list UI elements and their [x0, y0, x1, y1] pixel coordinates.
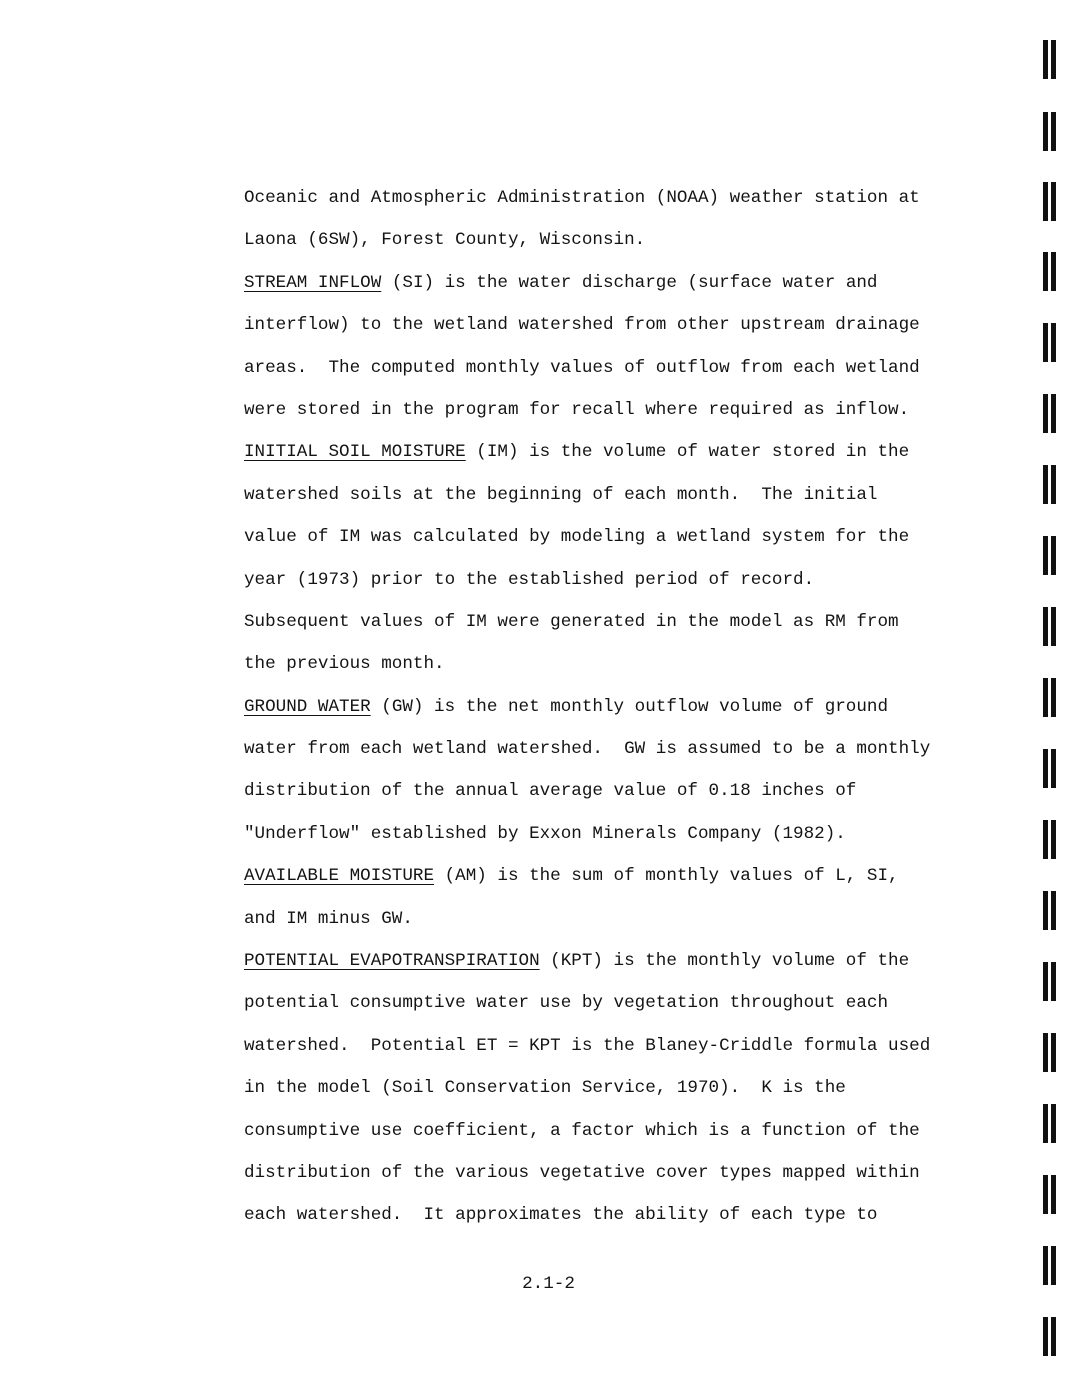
- text-line: [244, 516, 964, 558]
- line-text: water from each wetland watershed. GW is assumed to be a monthly: [244, 739, 931, 760]
- change-bar: [1043, 1104, 1048, 1143]
- text-line: [244, 898, 964, 940]
- change-bar: [1051, 749, 1056, 788]
- line-text: watershed. Potential ET = KPT is the Blaney-Criddle formula used: [244, 1035, 931, 1056]
- change-bar: [1051, 252, 1056, 291]
- change-bar: [1043, 394, 1048, 433]
- line-text: (SI) is the water discharge (surface water and: [381, 272, 878, 293]
- line-text: and IM minus GW.: [244, 908, 413, 929]
- defined-term: INITIAL SOIL MOISTURE: [244, 442, 466, 463]
- change-bar: [1043, 323, 1048, 362]
- change-bar: [1051, 1317, 1056, 1356]
- change-bar: [1043, 112, 1048, 151]
- line-text: (IM) is the volume of water stored in the: [465, 442, 910, 463]
- text-line: [244, 177, 964, 219]
- defined-term: STREAM INFLOW: [244, 272, 382, 293]
- change-bar: [1051, 962, 1056, 1001]
- change-bar: [1043, 1033, 1048, 1072]
- text-line: [244, 940, 964, 982]
- change-bar: [1051, 465, 1056, 504]
- change-bar: [1043, 749, 1048, 788]
- text-line: [244, 770, 964, 812]
- text-line: [244, 1152, 964, 1194]
- change-bar: [1043, 1317, 1048, 1356]
- text-line: [244, 304, 964, 346]
- text-line: [244, 389, 964, 431]
- line-text: potential consumptive water use by vegetation throughout each: [244, 993, 889, 1014]
- text-line: [244, 1067, 964, 1109]
- defined-term: AVAILABLE MOISTURE: [244, 866, 435, 887]
- document-body: [244, 177, 964, 1237]
- text-line: [244, 559, 964, 601]
- text-line: [244, 982, 964, 1024]
- defined-term: GROUND WATER: [244, 696, 371, 717]
- page-number: 2.1-2: [522, 1274, 575, 1294]
- text-line: [244, 1025, 964, 1067]
- line-text: Subsequent values of IM were generated in the model as RM from: [244, 611, 899, 632]
- text-line: [244, 1110, 964, 1152]
- change-bar: [1051, 394, 1056, 433]
- change-bar: [1043, 252, 1048, 291]
- line-text: "Underflow" established by Exxon Minerals Company (1982).: [244, 823, 846, 844]
- line-text: interflow) to the wetland watershed from other upstream drainage: [244, 315, 920, 336]
- line-text: Laona (6SW), Forest County, Wisconsin.: [244, 230, 646, 251]
- change-bar: [1051, 182, 1056, 221]
- line-text: areas. The computed monthly values of outflow from each wetland: [244, 357, 920, 378]
- change-bar: [1051, 112, 1056, 151]
- change-bar: [1043, 536, 1048, 575]
- line-text: year (1973) prior to the established period of record.: [244, 569, 815, 590]
- line-text: were stored in the program for recall where required as inflow.: [244, 399, 910, 420]
- line-text: (KPT) is the monthly volume of the: [539, 951, 910, 972]
- change-bar: [1043, 891, 1048, 930]
- defined-term: POTENTIAL EVAPOTRANSPIRATION: [244, 951, 540, 972]
- change-bar: [1051, 1033, 1056, 1072]
- change-bar: [1043, 182, 1048, 221]
- line-text: Oceanic and Atmospheric Administration (NOAA) weather station at: [244, 188, 920, 208]
- line-text: in the model (Soil Conservation Service, 1970). K is the: [244, 1078, 846, 1099]
- text-line: [244, 601, 964, 643]
- text-line: [244, 219, 964, 261]
- text-line: [244, 431, 964, 473]
- change-bar: [1051, 607, 1056, 646]
- change-bar: [1043, 465, 1048, 504]
- line-text: (GW) is the net monthly outflow volume of ground: [370, 696, 889, 717]
- text-line: [244, 643, 964, 685]
- line-text: watershed soils at the beginning of each month. The initial: [244, 484, 878, 505]
- text-line: [244, 474, 964, 516]
- text-line: [244, 813, 964, 855]
- text-line: [244, 1194, 964, 1236]
- change-bar: [1051, 40, 1056, 79]
- line-text: consumptive use coefficient, a factor which is a function of the: [244, 1120, 920, 1141]
- change-bar: [1043, 607, 1048, 646]
- change-bar: [1051, 678, 1056, 717]
- line-text: value of IM was calculated by modeling a wetland system for the: [244, 527, 910, 548]
- line-text: distribution of the various vegetative cover types mapped within: [244, 1162, 920, 1183]
- text-line: [244, 262, 964, 304]
- line-text: (AM) is the sum of monthly values of L, SI,: [434, 866, 899, 887]
- line-text: each watershed. It approximates the ability of each type to: [244, 1205, 878, 1226]
- change-bar: [1043, 1175, 1048, 1214]
- text-line: [244, 347, 964, 389]
- change-bar: [1043, 40, 1048, 79]
- change-bar: [1051, 536, 1056, 575]
- text-line: [244, 855, 964, 897]
- change-bar: [1051, 1175, 1056, 1214]
- change-bar: [1043, 962, 1048, 1001]
- change-bar: [1043, 678, 1048, 717]
- line-text: the previous month.: [244, 654, 445, 675]
- change-bar: [1051, 1104, 1056, 1143]
- change-bar: [1051, 891, 1056, 930]
- change-bar: [1051, 323, 1056, 362]
- change-bar: [1051, 820, 1056, 859]
- change-bar: [1043, 820, 1048, 859]
- text-line: [244, 728, 964, 770]
- line-text: distribution of the annual average value of 0.18 inches of: [244, 781, 857, 802]
- text-line: [244, 686, 964, 728]
